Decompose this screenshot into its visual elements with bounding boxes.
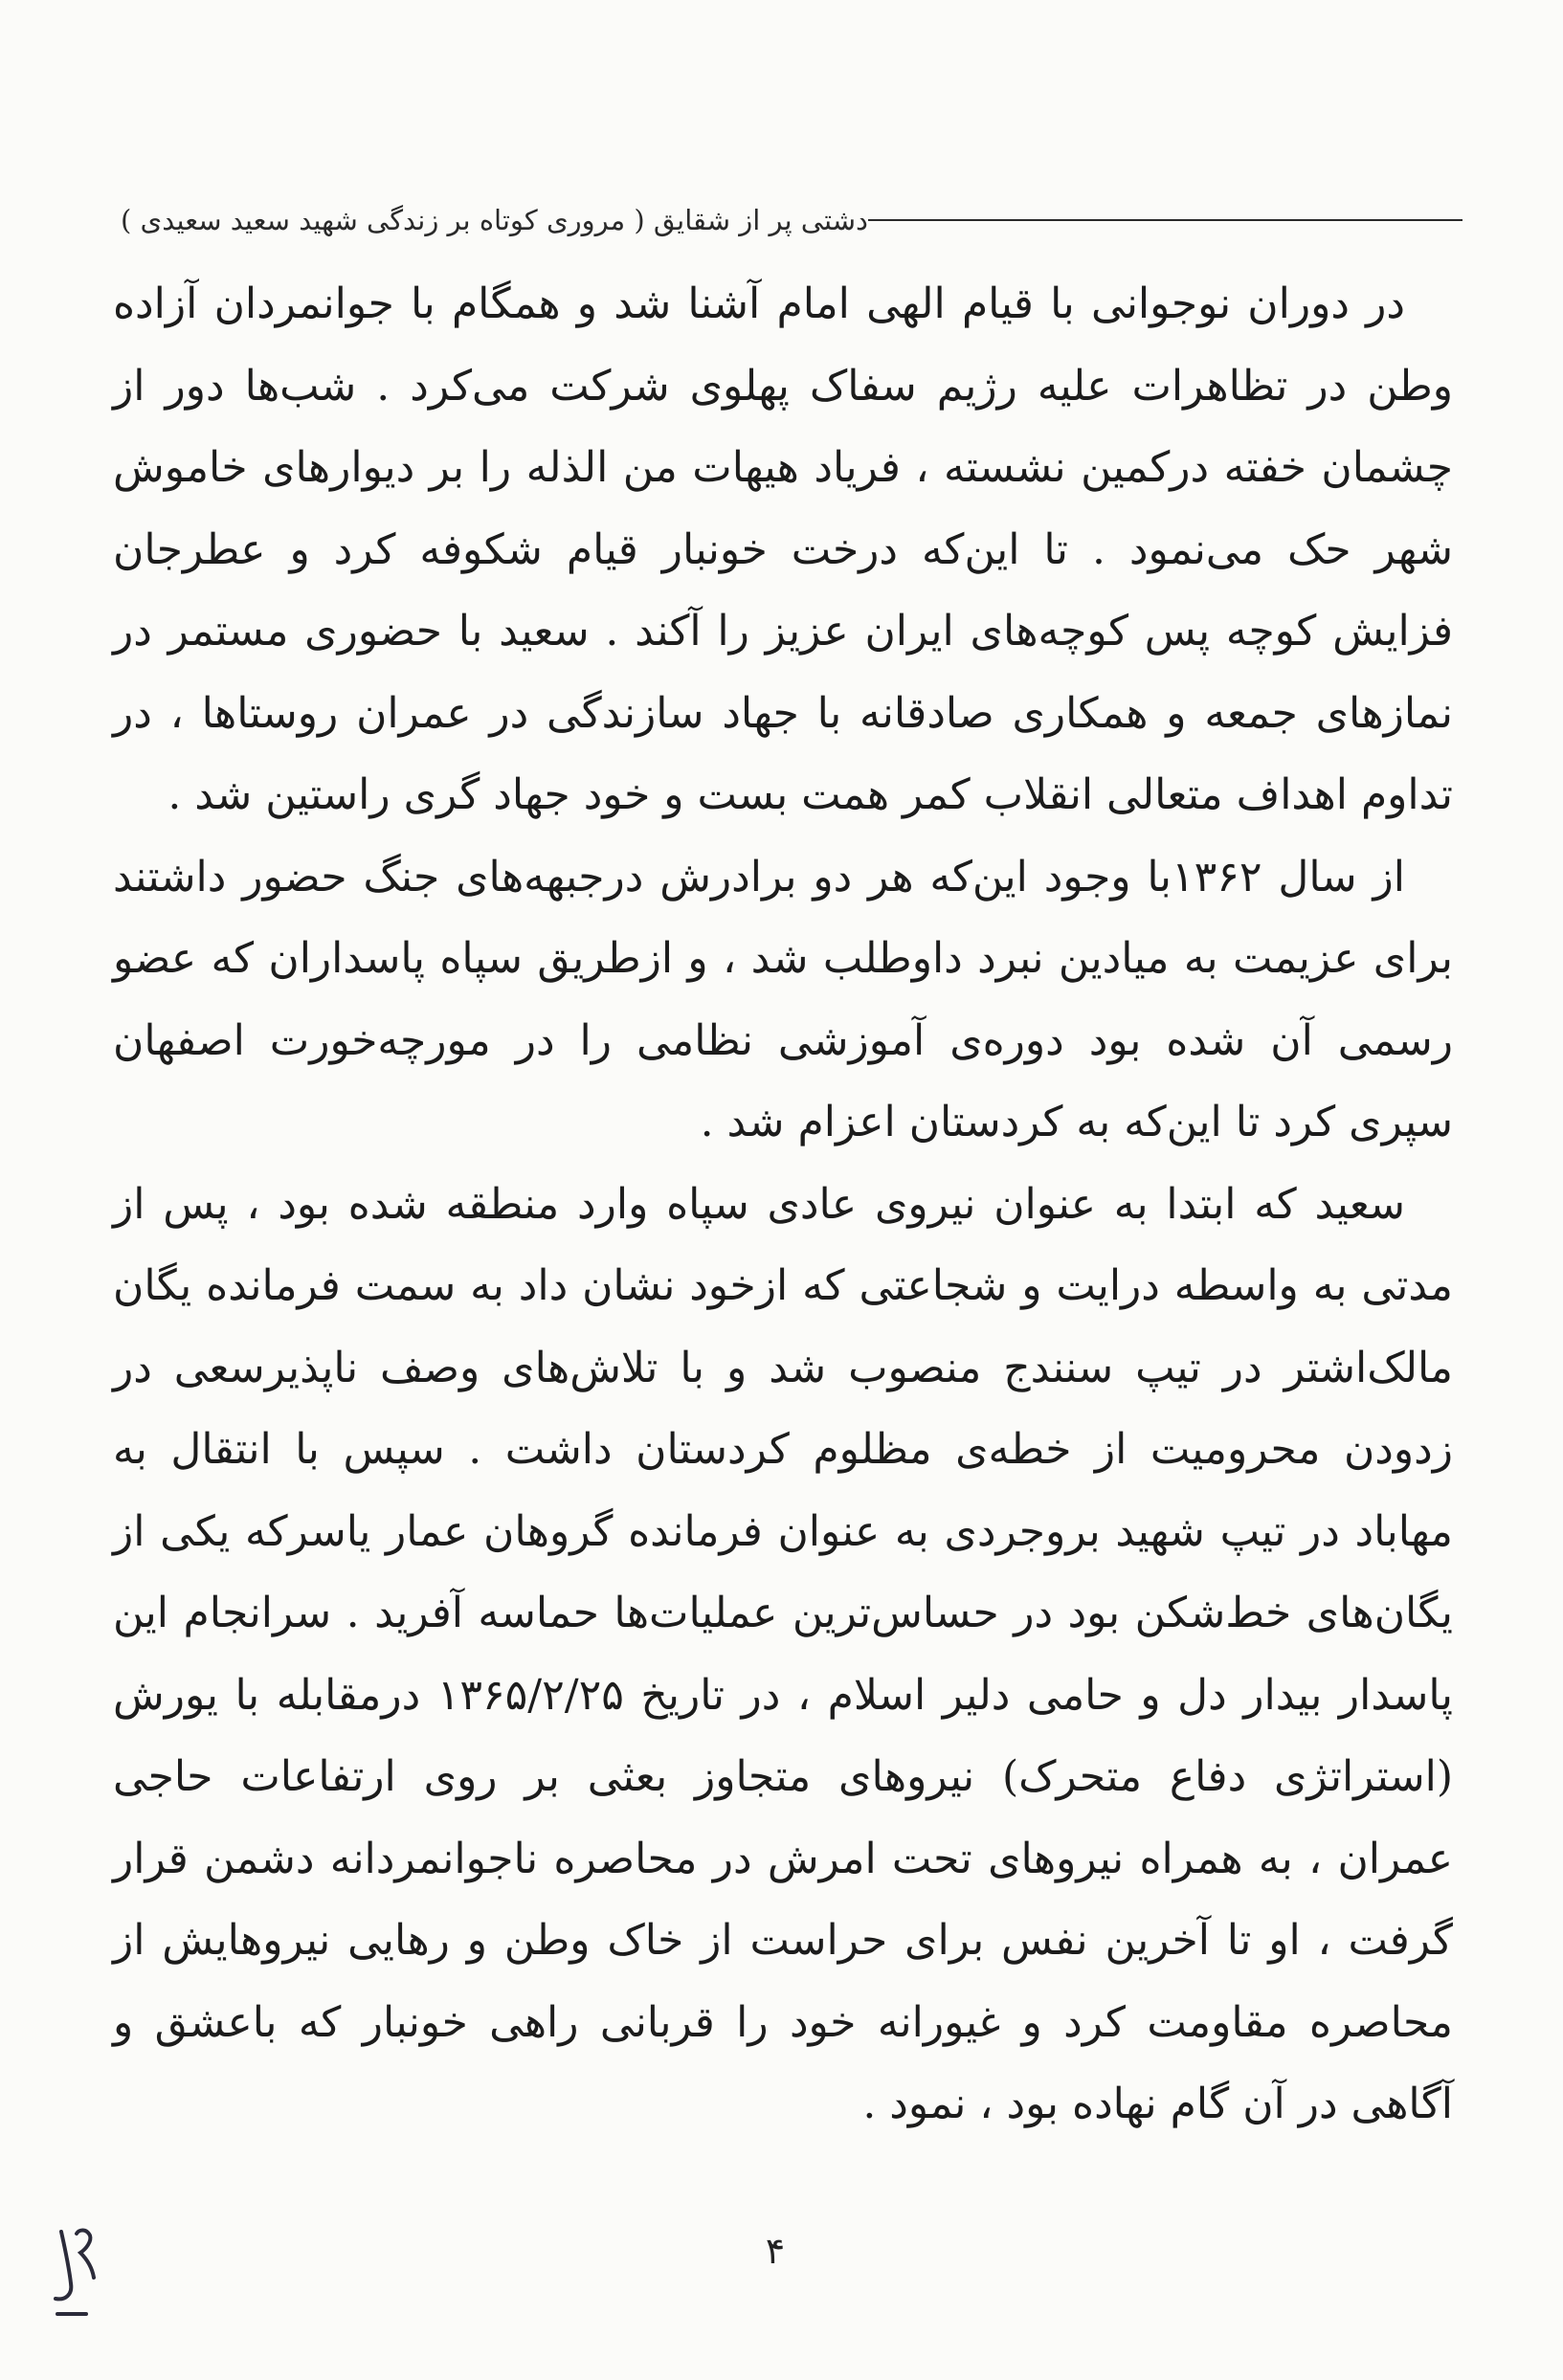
paragraph-3: سعید که ابتدا به عنوان نیروی عادی سپاه وارد منطقه شده بود ، پس از مدتی به واسطه درایت و شجاعتی که ازخود نشان داد به سمت فرمانده یگان مالک‌اشتر در تیپ سنندج منصوب شد و با تلاش‌های وصف ناپذیرسعی در زدودن محرومیت از خطه‌ی مظلوم کردستان داشت . سپس با انتقال به مهاباد در تیپ شهید بروجردی به عنوان فرمانده گروهان عمار یاسرکه یکی از یگان‌های خط‌شکن بود در حساس‌ترین عملیات‌ها حماسه آفرید . سرانجام این پاسدار بیدار دل و حامی دلیر اسلام ، در تاریخ ۱۳۶۵/۲/۲۵ درمقابله با یورش (استراتژی دفاع متحرک) نیروهای متجاوز بعثی بر روی ارتفاعات حاجی عمران ، به همراه نیروهای تحت امرش در محاصره ناجوانمردانه دشمن قرار گرفت ، او تا آخرین نفس برای حراست از خاک وطن و رهایی نیروهایش از محاصره مقاومت کرد و غیورانه خود را قربانی راهی خونبار که باعشق و آگاهی در آن گام نهاده بود ، نمود . — [113, 1179, 1453, 2128]
running-header — [103, 196, 1463, 244]
running-title: دشتی پر از شقایق ( مروری کوتاه بر زندگی شهید سعید سعیدی ) — [121, 204, 868, 236]
body-text — [113, 263, 1453, 2146]
paragraph-2: از سال ۱۳۶۲با وجود این‌که هر دو برادرش درجبهه‌های جنگ حضور داشتند برای عزیمت به میادین نبرد داوطلب شد ، و ازطریق سپاه پاسداران که عضو رسمی آن شده بود دوره‌ی آموزشی نظامی را در مورچه‌خورت اصفهان سپری کرد تا این‌که به کردستان اعزام شد . — [113, 852, 1453, 1146]
handwritten-page-mark — [48, 2220, 105, 2325]
header-rule — [868, 219, 1463, 221]
page-number: ۴ — [765, 2230, 786, 2272]
paragraph-1: در دوران نوجوانی با قیام الهی امام آشنا شد و همگام با جوانمردان آزاده وطن در تظاهرات علیه رژیم سفاک پهلوی شرکت می‌کرد . شب‌ها دور از چشمان خفته درکمین نشسته ، فریاد هیهات من الذله را بر دیوارهای خاموش شهر حک می‌نمود . تا این‌که درخت خونبار قیام شکوفه کرد و عطرجان فزایش کوچه پس کوچه‌های ایران عزیز را آکند . سعید با حضوری مستمر در نمازهای جمعه و همکاری صادقانه با جهاد سازندگی در عمران روستاها ، در تداوم اهداف متعالی انقلاب کمر همت بست و خود جهاد گری راستین شد . — [113, 279, 1453, 819]
